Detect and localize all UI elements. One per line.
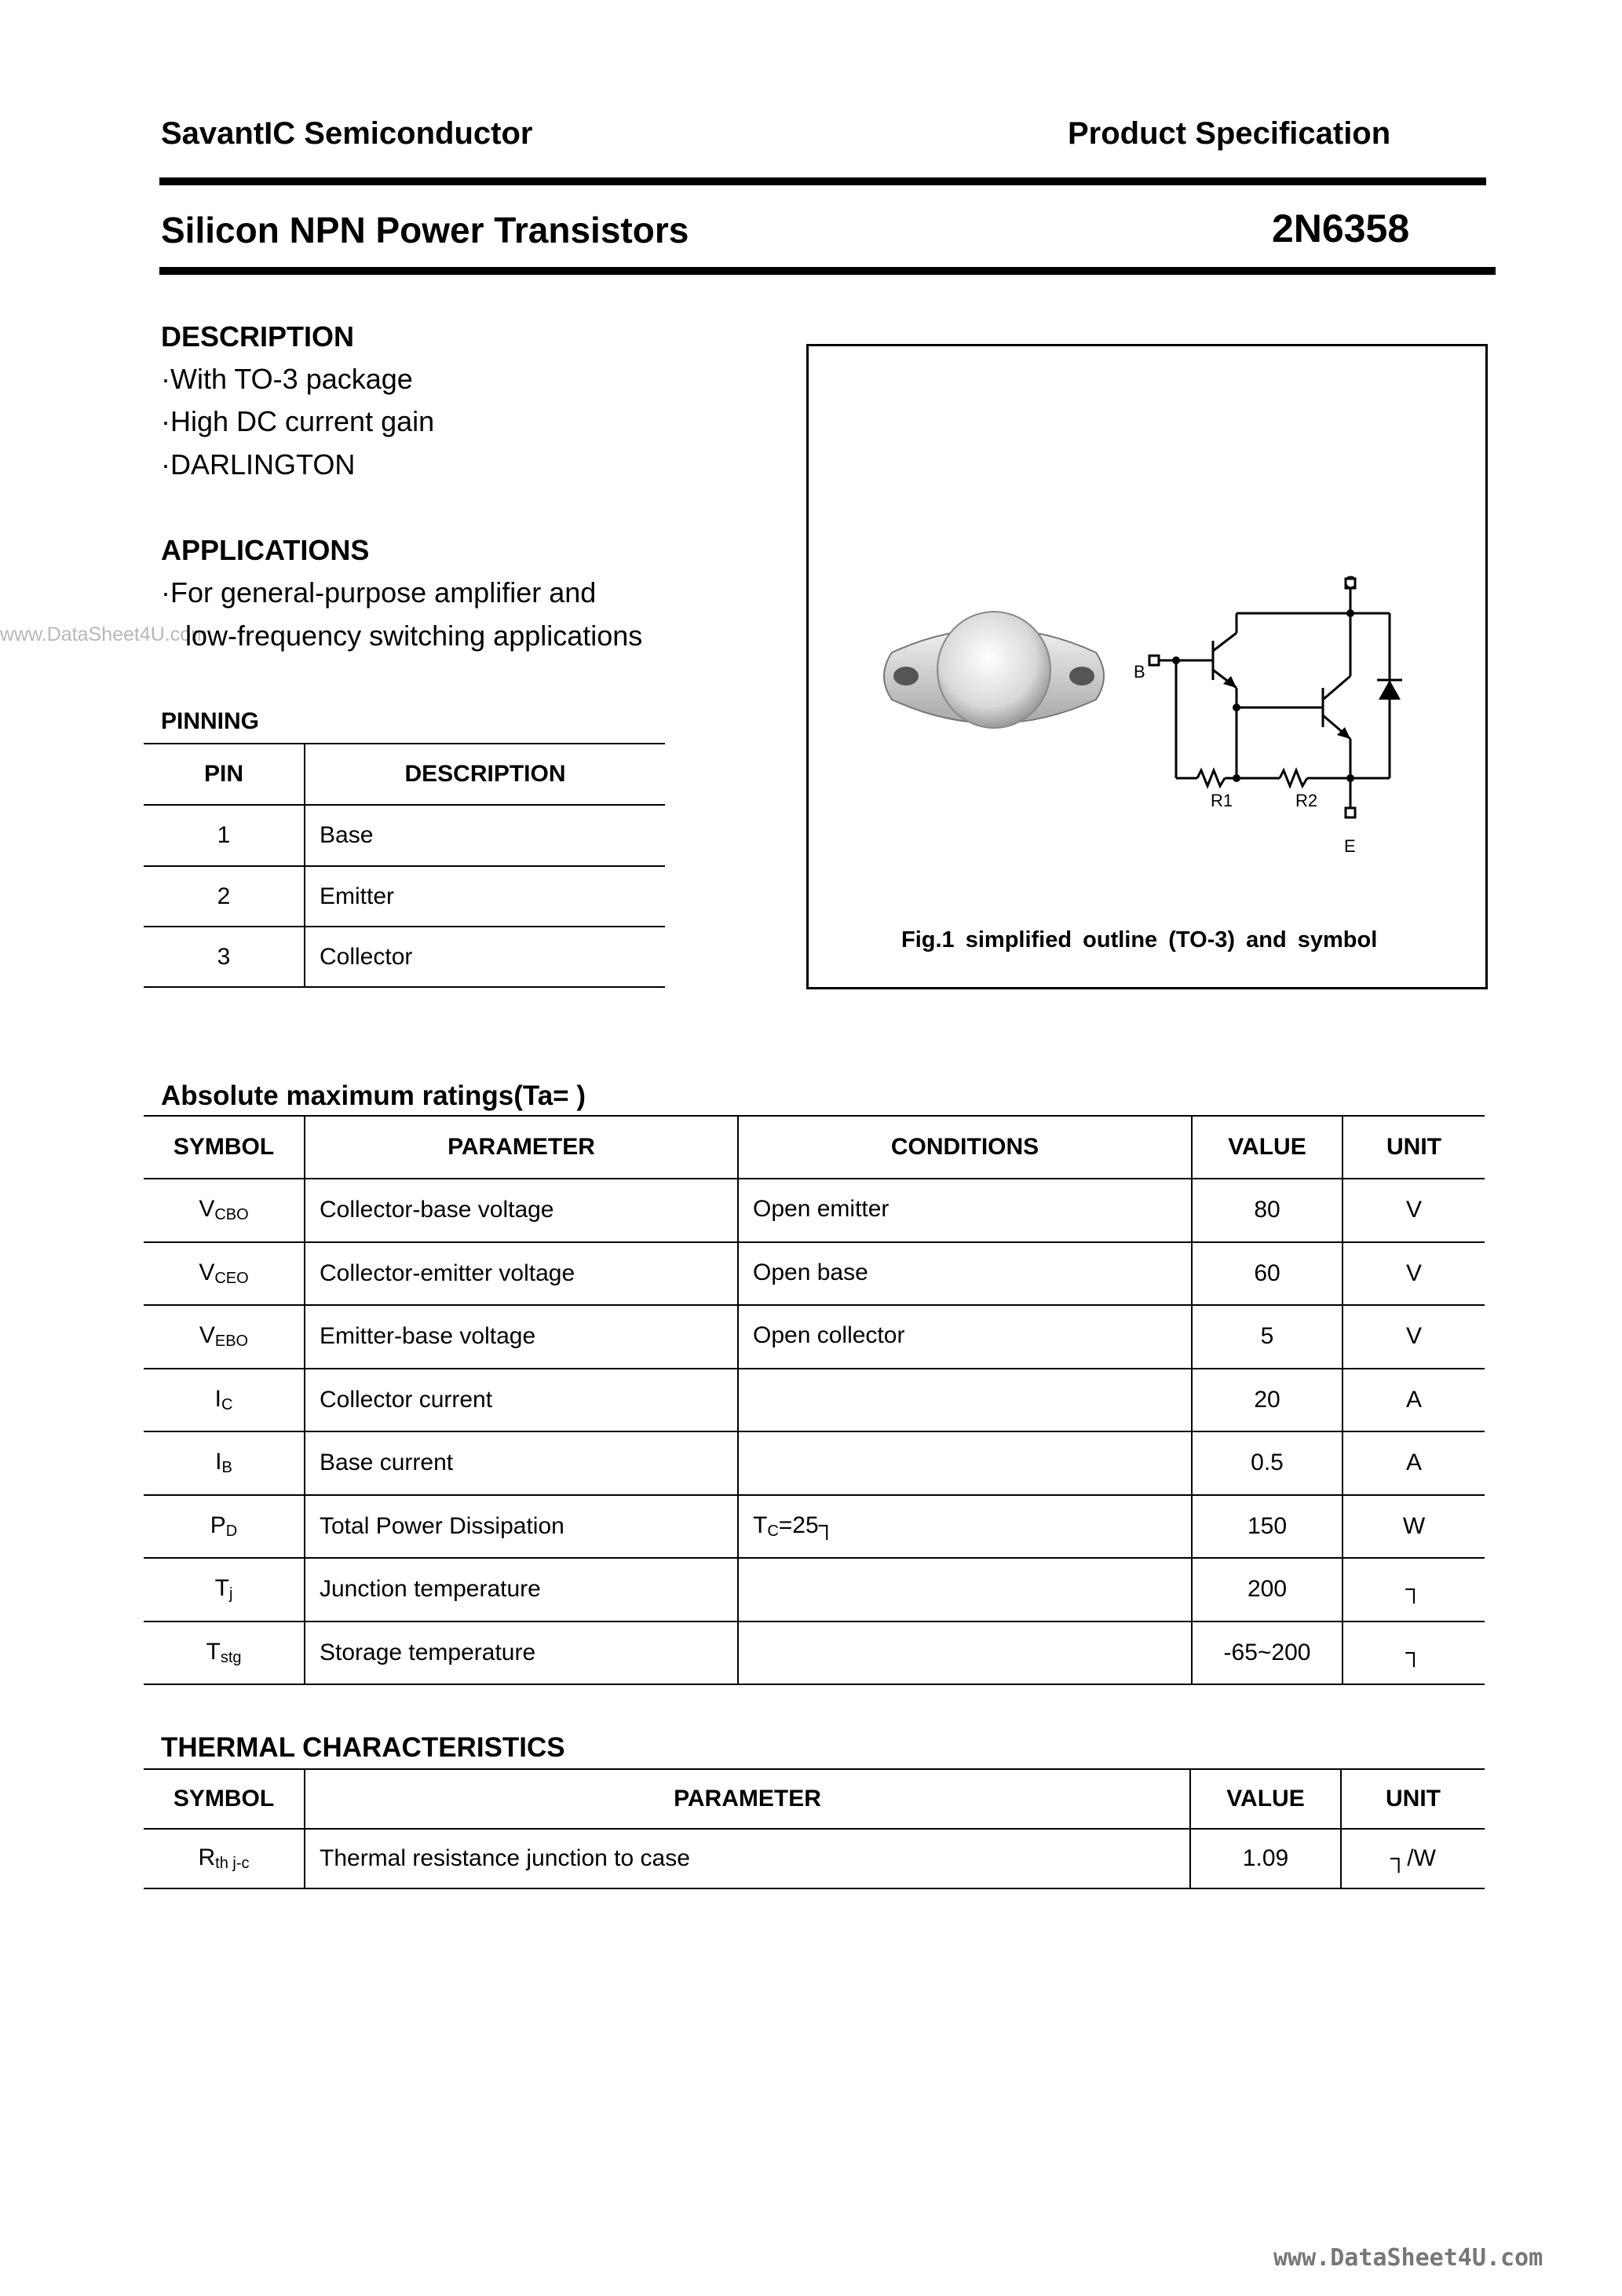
rating-value: 150 bbox=[1192, 1495, 1343, 1559]
thermal-unit: ┐/W bbox=[1341, 1829, 1485, 1888]
header-rule-top bbox=[159, 177, 1486, 185]
table-row bbox=[144, 1242, 1485, 1306]
company-name: SavantIC Semiconductor bbox=[161, 116, 533, 151]
abs-max-header-row bbox=[144, 1116, 1485, 1179]
symbol-main: I bbox=[214, 1385, 221, 1412]
rating-symbol bbox=[144, 1179, 305, 1242]
rating-parameter: Emitter-base voltage bbox=[305, 1305, 738, 1369]
rating-unit: W bbox=[1343, 1495, 1485, 1559]
rating-parameter: Collector-emitter voltage bbox=[305, 1242, 738, 1306]
table-row bbox=[144, 1305, 1485, 1369]
description-heading: DESCRIPTION bbox=[161, 320, 355, 353]
abs-max-heading: Absolute maximum ratings(Ta= ) bbox=[161, 1080, 586, 1111]
rating-unit: V bbox=[1343, 1305, 1485, 1369]
rating-unit: V bbox=[1343, 1242, 1485, 1306]
table-row bbox=[144, 1495, 1485, 1559]
rating-parameter: Collector current bbox=[305, 1369, 738, 1432]
table-row bbox=[144, 805, 665, 866]
condition-text: Open emitter bbox=[753, 1196, 890, 1223]
page-title: Silicon NPN Power Transistors bbox=[161, 210, 689, 250]
symbol-subscript: B bbox=[221, 1459, 232, 1477]
r1-label: R1 bbox=[1211, 791, 1233, 810]
description-item-1: ·With TO-3 package bbox=[161, 363, 413, 395]
thermal-heading: THERMAL CHARACTERISTICS bbox=[161, 1732, 565, 1763]
rating-unit: ┐ bbox=[1343, 1621, 1485, 1685]
rating-symbol bbox=[144, 1558, 305, 1621]
rating-symbol bbox=[144, 1369, 305, 1432]
rating-symbol bbox=[144, 1621, 305, 1685]
table-row bbox=[144, 1829, 1485, 1888]
darlington-symbol bbox=[1123, 558, 1452, 841]
unit-col-header: UNIT bbox=[1343, 1116, 1485, 1179]
condition-text: Open base bbox=[753, 1259, 868, 1285]
rating-conditions bbox=[738, 1621, 1192, 1685]
header-rule-bottom bbox=[159, 267, 1496, 275]
pinning-header-row bbox=[144, 744, 665, 805]
rating-symbol bbox=[144, 1305, 305, 1369]
rating-unit: A bbox=[1343, 1369, 1485, 1432]
pin-number: 3 bbox=[144, 927, 305, 987]
rating-value: 0.5 bbox=[1192, 1431, 1343, 1495]
pin-col-header: PIN bbox=[144, 744, 305, 805]
symbol-main: I bbox=[215, 1449, 222, 1475]
table-row bbox=[144, 866, 665, 927]
symbol-subscript: CEO bbox=[214, 1269, 249, 1287]
symbol-main: V bbox=[199, 1259, 215, 1285]
pin-number: 1 bbox=[144, 805, 305, 866]
parameter-col-header: PARAMETER bbox=[305, 1769, 1190, 1829]
condition-subscript: C bbox=[767, 1522, 779, 1540]
condition-text: T bbox=[753, 1512, 768, 1538]
table-row bbox=[144, 1179, 1485, 1242]
rating-parameter: Base current bbox=[305, 1431, 738, 1495]
symbol-subscript: CBO bbox=[214, 1206, 249, 1224]
pin-description: Base bbox=[305, 805, 665, 866]
watermark: www.DataSheet4U.com bbox=[0, 623, 208, 645]
conditions-col-header: CONDITIONS bbox=[738, 1116, 1192, 1179]
symbol-col-header: SYMBOL bbox=[144, 1769, 305, 1829]
symbol-main: T bbox=[214, 1575, 229, 1602]
description-item-3: ·DARLINGTON bbox=[161, 448, 356, 481]
pinning-heading: PINNING bbox=[161, 708, 260, 734]
applications-item-2: low-frequency switching applications bbox=[185, 620, 643, 652]
parameter-col-header: PARAMETER bbox=[305, 1116, 738, 1179]
value-col-header: VALUE bbox=[1190, 1769, 1341, 1829]
rating-unit: V bbox=[1343, 1179, 1485, 1242]
emitter-terminal-label: E bbox=[1344, 836, 1356, 856]
rating-unit: ┐ bbox=[1343, 1558, 1485, 1621]
symbol-subscript: stg bbox=[220, 1648, 242, 1666]
part-number: 2N6358 bbox=[1272, 207, 1410, 250]
abs-max-table bbox=[144, 1115, 1485, 1685]
pin-description-col-header: DESCRIPTION bbox=[305, 744, 665, 805]
symbol-main: R bbox=[198, 1844, 216, 1870]
collector-terminal-label: C bbox=[1344, 572, 1357, 592]
thermal-symbol bbox=[144, 1829, 305, 1888]
rating-conditions bbox=[738, 1242, 1192, 1306]
thermal-value: 1.09 bbox=[1190, 1829, 1341, 1888]
rating-parameter: Storage temperature bbox=[305, 1621, 738, 1685]
figure-caption: Fig.1 simplified outline (TO-3) and symbol bbox=[901, 927, 1378, 952]
rating-conditions bbox=[738, 1558, 1192, 1621]
rating-conditions bbox=[738, 1369, 1192, 1432]
table-row bbox=[144, 1431, 1485, 1495]
thermal-header-row bbox=[144, 1769, 1485, 1829]
value-col-header: VALUE bbox=[1192, 1116, 1343, 1179]
rating-unit: A bbox=[1343, 1431, 1485, 1495]
rating-conditions bbox=[738, 1495, 1192, 1559]
symbol-subscript: th j-c bbox=[215, 1855, 250, 1872]
rating-symbol bbox=[144, 1242, 305, 1306]
description-item-2: ·High DC current gain bbox=[161, 405, 435, 437]
pin-description: Emitter bbox=[305, 866, 665, 927]
symbol-col-header: SYMBOL bbox=[144, 1116, 305, 1179]
symbol-main: V bbox=[199, 1196, 215, 1223]
base-terminal-label: B bbox=[1134, 662, 1145, 682]
rating-value: 60 bbox=[1192, 1242, 1343, 1306]
symbol-main: T bbox=[206, 1638, 221, 1665]
pinning-table bbox=[144, 743, 665, 988]
thermal-parameter: Thermal resistance junction to case bbox=[305, 1829, 1190, 1888]
rating-value: 20 bbox=[1192, 1369, 1343, 1432]
rating-parameter: Junction temperature bbox=[305, 1558, 738, 1621]
condition-text: Open collector bbox=[753, 1322, 905, 1349]
footer-url: www.DataSheet4U.com bbox=[1273, 2244, 1543, 2272]
r2-label: R2 bbox=[1295, 791, 1318, 810]
pin-description: Collector bbox=[305, 927, 665, 987]
symbol-subscript: EBO bbox=[214, 1333, 249, 1351]
rating-value: 200 bbox=[1192, 1558, 1343, 1621]
rating-conditions bbox=[738, 1179, 1192, 1242]
thermal-table bbox=[144, 1768, 1485, 1889]
rating-symbol bbox=[144, 1495, 305, 1559]
applications-heading: APPLICATIONS bbox=[161, 534, 370, 566]
figure-box bbox=[806, 344, 1488, 989]
symbol-subscript: C bbox=[221, 1395, 233, 1413]
rating-value: -65~200 bbox=[1192, 1621, 1343, 1685]
applications-item-1: ·For general-purpose amplifier and bbox=[161, 576, 597, 609]
unit-col-header: UNIT bbox=[1341, 1769, 1485, 1829]
rating-value: 5 bbox=[1192, 1305, 1343, 1369]
symbol-subscript: D bbox=[225, 1522, 238, 1540]
pin-number: 2 bbox=[144, 866, 305, 927]
rating-conditions bbox=[738, 1305, 1192, 1369]
rating-parameter: Collector-base voltage bbox=[305, 1179, 738, 1242]
table-row bbox=[144, 1369, 1485, 1432]
symbol-subscript: j bbox=[228, 1585, 233, 1603]
document-type: Product Specification bbox=[1068, 116, 1391, 151]
symbol-main: V bbox=[199, 1322, 215, 1349]
rating-value: 80 bbox=[1192, 1179, 1343, 1242]
table-row bbox=[144, 1621, 1485, 1685]
condition-tail: =25┐ bbox=[778, 1512, 835, 1538]
table-row bbox=[144, 927, 665, 987]
rating-symbol bbox=[144, 1431, 305, 1495]
rating-parameter: Total Power Dissipation bbox=[305, 1495, 738, 1559]
rating-conditions bbox=[738, 1431, 1192, 1495]
to3-package-image bbox=[876, 598, 1112, 755]
table-row bbox=[144, 1558, 1485, 1621]
symbol-main: P bbox=[210, 1512, 226, 1538]
